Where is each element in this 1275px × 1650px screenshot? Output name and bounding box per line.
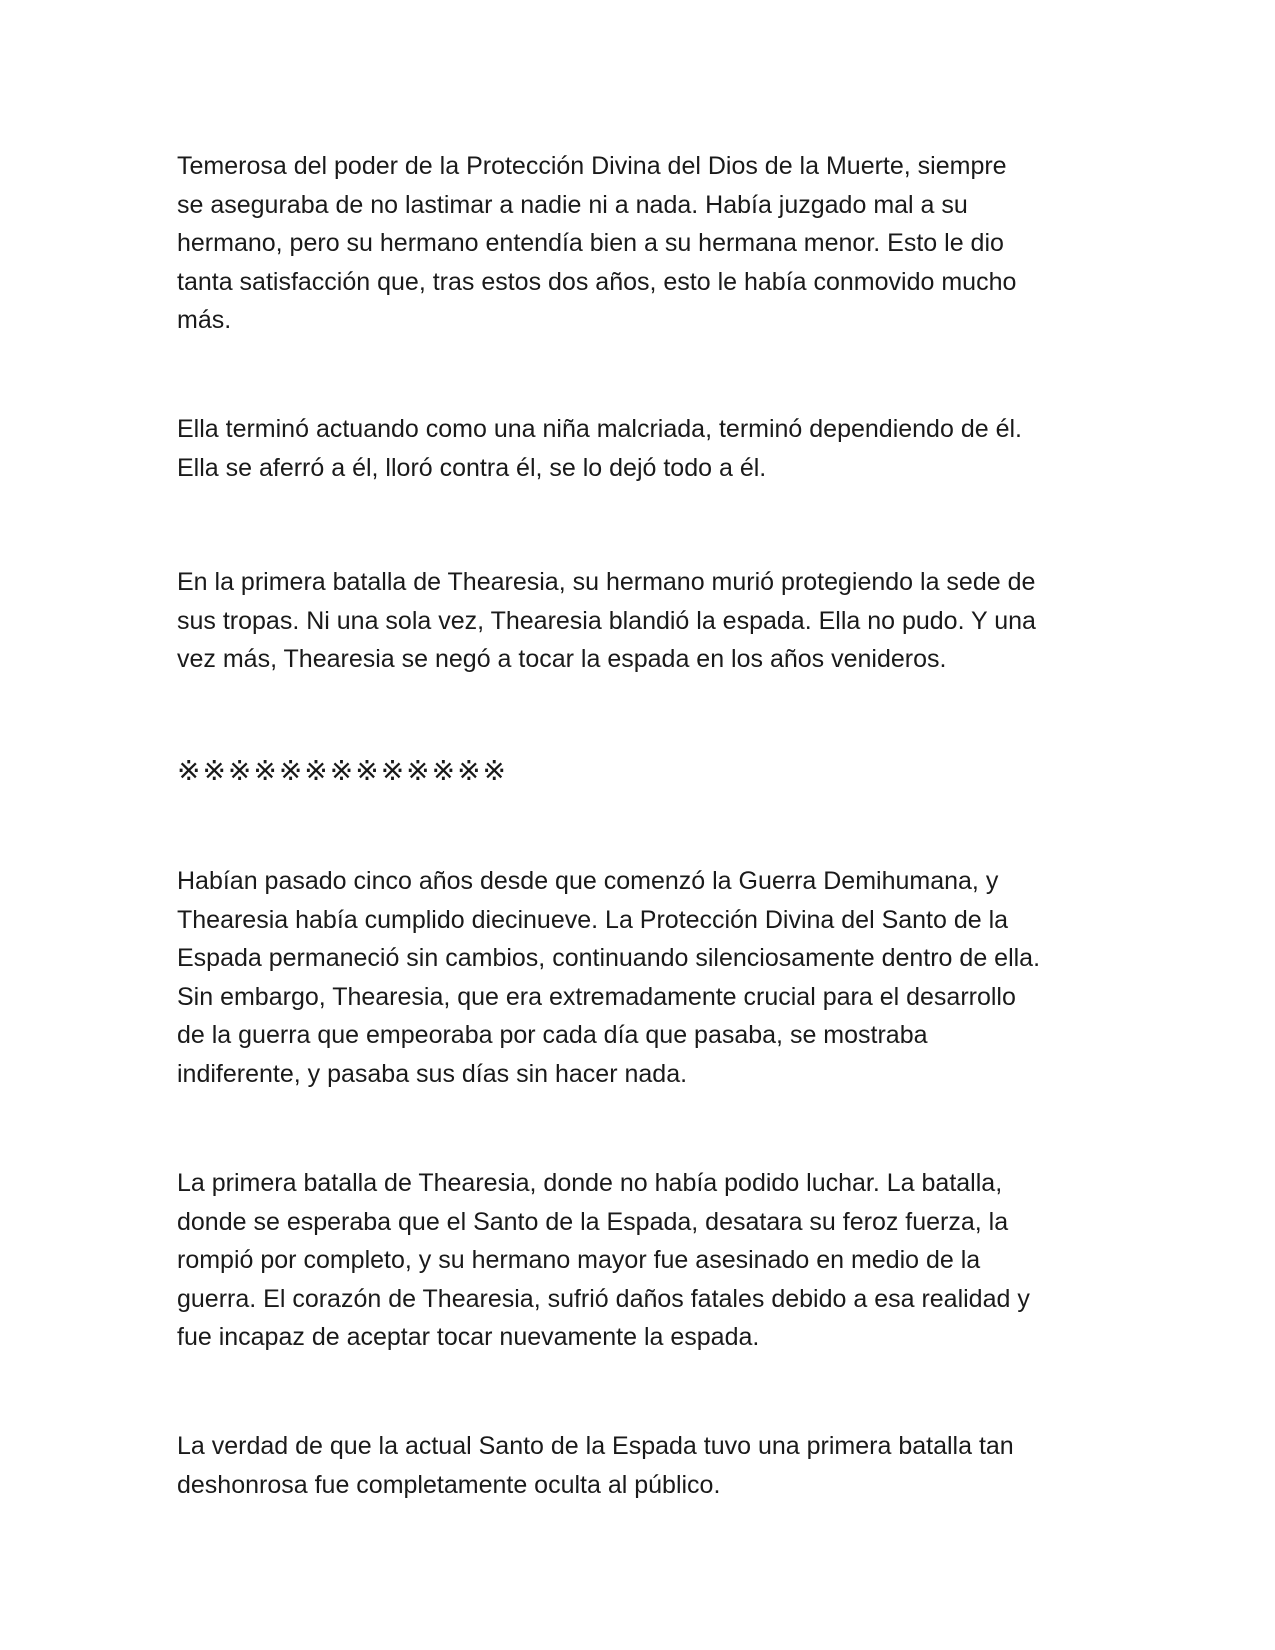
paragraph-line: deshonrosa fue completamente oculta al público. (177, 1470, 721, 1499)
paragraph-3 (177, 563, 1107, 679)
paragraph-line: Sin embargo, Thearesia, que era extremadamente crucial para el desarrollo (177, 982, 1016, 1011)
paragraph-line: Ella terminó actuando como una niña malcriada, terminó dependiendo de él. (177, 415, 1022, 443)
paragraph-line: se aseguraba de no lastimar a nadie ni a nada. Había juzgado mal a su (177, 190, 968, 219)
paragraph-1 (177, 147, 1107, 340)
paragraph-line: Temerosa del poder de la Protección Divina del Dios de la Muerte, siempre (177, 152, 1007, 180)
paragraph-line: En la primera batalla de Thearesia, su hermano murió protegiendo la sede de (177, 568, 1036, 596)
paragraph-line: Espada permaneció sin cambios, continuando silenciosamente dentro de ella. (177, 944, 1041, 972)
paragraph-line: hermano, pero su hermano entendía bien a su hermana menor. Esto le dio (177, 229, 1004, 257)
paragraph-line: indiferente, y pasaba sus días sin hacer nada. (177, 1059, 688, 1088)
paragraph-line: más. (177, 306, 232, 334)
paragraph-line: de la guerra que empeoraba por cada día que pasaba, se mostraba (177, 1021, 928, 1049)
paragraph-line: fue incapaz de aceptar tocar nuevamente la espada. (177, 1323, 760, 1351)
paragraph-line: guerra. El corazón de Thearesia, sufrió daños fatales debido a esa realidad y (177, 1284, 1030, 1313)
paragraph-2 (177, 410, 1107, 487)
paragraph-line: tanta satisfacción que, tras estos dos años, esto le había conmovido mucho (177, 267, 1017, 296)
paragraph-line: La verdad de que la actual Santo de la Espada tuvo una primera batalla tan (177, 1432, 1014, 1460)
paragraph-line: La primera batalla de Thearesia, donde no había podido luchar. La batalla, (177, 1169, 1003, 1197)
paragraph-4 (177, 862, 1107, 1093)
paragraph-line: donde se esperaba que el Santo de la Espada, desatara su feroz fuerza, la (177, 1207, 1009, 1236)
paragraph-6 (177, 1427, 1107, 1504)
paragraph-5 (177, 1164, 1107, 1357)
paragraph-line: sus tropas. Ni una sola vez, Thearesia blandió la espada. Ella no pudo. Y una (177, 606, 1036, 635)
paragraph-line: Thearesia había cumplido diecinueve. La Protección Divina del Santo de la (177, 905, 1009, 934)
paragraph-line: vez más, Thearesia se negó a tocar la espada en los años venideros. (177, 645, 947, 673)
paragraph-line: Habían pasado cinco años desde que comenzó la Guerra Demihumana, y (177, 867, 999, 895)
paragraph-line: Ella se aferró a él, lloró contra él, se lo dejó todo a él. (177, 453, 767, 482)
paragraph-line: rompió por completo, y su hermano mayor fue asesinado en medio de la (177, 1246, 981, 1274)
section-separator: ※※※※※※※※※※※※※ (177, 754, 508, 787)
